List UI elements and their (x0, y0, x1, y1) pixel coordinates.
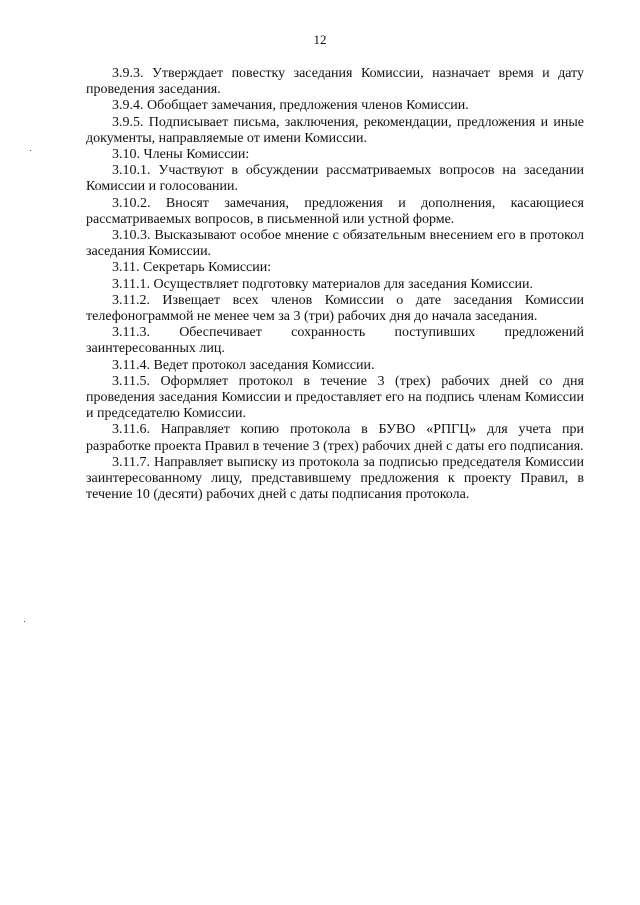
paragraph-3-10: 3.10. Члены Комиссии: (112, 147, 250, 163)
paragraph-3-10-2: 3.10.2. Вносят замечания, предложения и дополнения, касающиеся рассматриваемых вопросов, в письменной или устной форме. (86, 195, 584, 227)
paragraph-3-10-3: 3.10.3. Высказывают особое мнение с обязательным внесением его в протокол заседания Комиссии. (86, 228, 584, 260)
paragraph-3-11-3: 3.11.3. Обеспечивает сохранность поступивших предложений заинтересованных лиц. (86, 325, 584, 357)
paragraph-3-11-1: 3.11.1. Осуществляет подготовку материалов для заседания Комиссии. (112, 276, 534, 292)
scan-speck (30, 150, 31, 151)
document-body (86, 66, 584, 503)
paragraph-3-11-7: 3.11.7. Направляет выписку из протокола за подписью председателя Комиссии заинтересованному лицу, представившему предложения к проекту Правил, в течение 10 (десяти) рабочих дней с даты подписания протокола. (86, 454, 584, 503)
paragraph-3-11-6: 3.11.6. Направляет копию протокола в БУВО «РПГЦ» для учета при разработке проекта Правил в течение 3 (трех) рабочих дней с даты его подписания. (86, 422, 584, 454)
paragraph-3-9-5: 3.9.5. Подписывает письма, заключения, рекомендации, предложения и иные документы, направляемые от имени Комиссии. (86, 114, 584, 146)
paragraph-3-11-5: 3.11.5. Оформляет протокол в течение 3 (трех) рабочих дней со дня проведения заседания Комиссии и предоставляет его на подпись членам Комиссии и председателю Комиссии. (86, 373, 584, 422)
paragraph-3-9-4: 3.9.4. Обобщает замечания, предложения членов Комиссии. (112, 98, 469, 114)
page-number: 12 (313, 32, 327, 47)
paragraph-3-11: 3.11. Секретарь Комиссии: (112, 260, 272, 276)
paragraph-3-11-4: 3.11.4. Ведет протокол заседания Комиссии. (112, 357, 375, 373)
paragraph-3-11-2: 3.11.2. Извещает всех членов Комиссии о дате заседания Комиссии телефонограммой не менее чем за 3 (три) рабочих дня до начала заседания. (86, 292, 584, 325)
scan-speck (24, 621, 25, 622)
paragraph-3-9-3: 3.9.3. Утверждает повестку заседания Комиссии, назначает время и дату проведения заседания. (86, 66, 584, 98)
paragraph-3-10-1: 3.10.1. Участвуют в обсуждении рассматриваемых вопросов на заседании Комиссии и голосовании. (86, 163, 584, 195)
